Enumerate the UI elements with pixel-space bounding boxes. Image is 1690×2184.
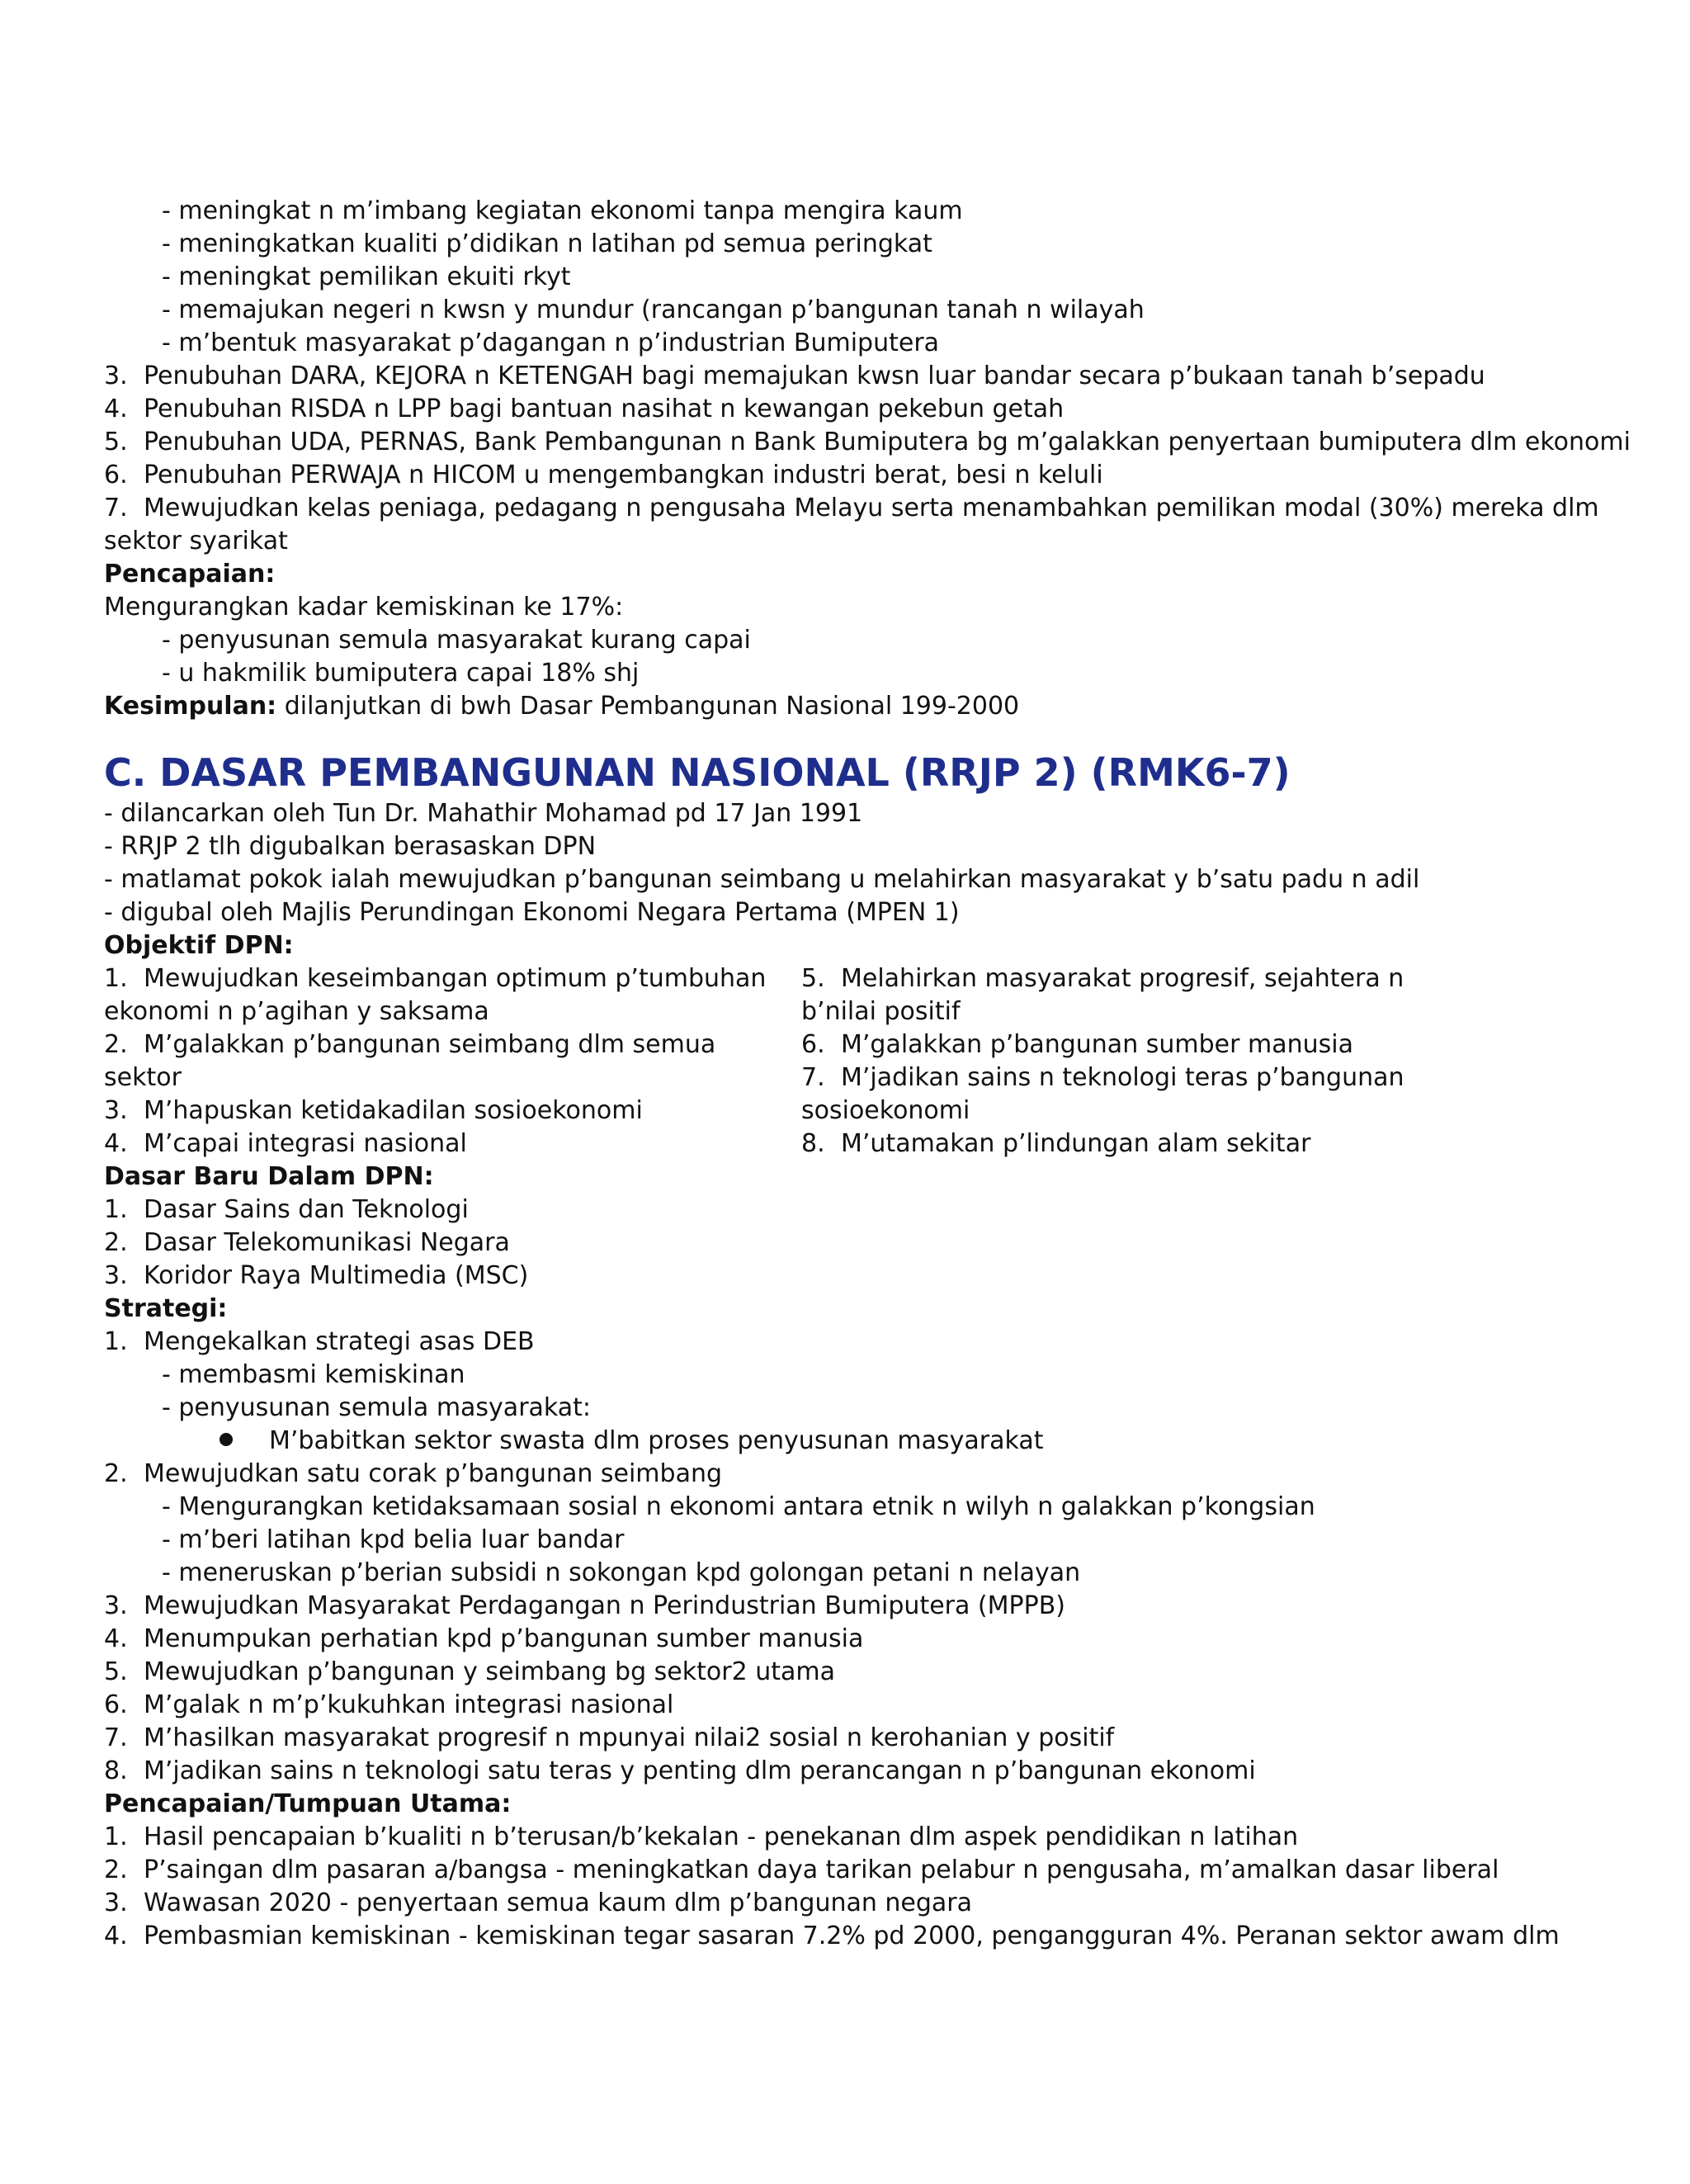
item-text-continued: sektor syarikat	[104, 527, 288, 555]
item-text: Koridor Raya Multimedia (MSC)	[144, 1261, 529, 1290]
sub-item: - meneruskan p’berian subsidi n sokongan kpd golongan petani n nelayan	[162, 1558, 1081, 1587]
numbered-item	[104, 360, 1589, 393]
sub-item: - meningkatkan kualiti p’didikan n latihan pd semua peringkat	[162, 229, 932, 258]
item-number: 2.	[104, 1459, 128, 1488]
numbered-item	[104, 492, 1599, 525]
objektif-item	[801, 1127, 1494, 1161]
numbered-item	[104, 393, 1589, 426]
tumpuan-item	[104, 1887, 1589, 1920]
document-page	[104, 195, 1631, 1953]
objektif-item	[104, 1127, 801, 1161]
sub-item: - memajukan negeri n kwsn y mundur (rancangan p’bangunan tanah n wilayah	[162, 295, 1145, 324]
item-text: M’utamakan p’lindungan alam sekitar	[841, 1129, 1311, 1158]
strategi-item	[104, 1689, 1589, 1722]
strategi-item	[104, 1326, 1589, 1359]
section-label: Kesimpulan:	[104, 692, 277, 721]
item-number: 6.	[104, 1690, 128, 1719]
objektif-item	[104, 962, 801, 995]
kesimpulan-text: dilanjutkan di bwh Dasar Pembangunan Nasional 199-2000	[276, 692, 1020, 721]
bullet-dot-icon	[220, 1433, 233, 1446]
item-number: 8.	[104, 1756, 128, 1785]
bullet-item	[104, 1425, 1589, 1458]
objektif-item	[801, 1028, 1494, 1061]
sub-item: - m’beri latihan kpd belia luar bandar	[162, 1525, 625, 1554]
item-text: Mewujudkan p’bangunan y seimbang bg sektor2 utama	[144, 1657, 835, 1686]
strategi-item	[104, 1656, 1589, 1689]
intro-line: - matlamat pokok ialah mewujudkan p’bangunan seimbang u melahirkan masyarakat y b’satu padu n adil	[104, 865, 1420, 894]
item-text: Mewujudkan kelas peniaga, pedagang n pengusaha Melayu serta menambahkan pemilikan modal (30%) mereka dlm	[144, 494, 1599, 522]
sub-item: - penyusunan semula masyarakat:	[162, 1393, 592, 1422]
sub-item: - penyusunan semula masyarakat kurang capai	[162, 626, 751, 655]
tumpuan-item	[104, 1821, 1589, 1854]
item-text: M’galakkan p’bangunan sumber manusia	[841, 1030, 1353, 1059]
item-number: 7.	[801, 1063, 825, 1092]
strategi-item	[104, 1755, 1589, 1788]
item-number: 5.	[801, 964, 825, 993]
strategi-item	[104, 1722, 1589, 1755]
item-text: Dasar Telekomunikasi Negara	[144, 1228, 510, 1257]
item-number: 4.	[104, 395, 128, 423]
objektif-columns	[104, 962, 1589, 1161]
objektif-item	[104, 1028, 801, 1061]
item-text: Penubuhan PERWAJA n HICOM u mengembangkan industri berat, besi n keluli	[144, 461, 1103, 489]
item-number: 3.	[104, 1889, 128, 1917]
section-label: Pencapaian/Tumpuan Utama:	[104, 1789, 512, 1818]
sub-item: - meningkat n m’imbang kegiatan ekonomi tanpa mengira kaum	[162, 196, 963, 225]
item-number: 2.	[104, 1030, 128, 1059]
sub-item: - membasmi kemiskinan	[162, 1360, 465, 1389]
item-number: 5.	[104, 428, 128, 456]
item-text: M’galak n m’p’kukuhkan integrasi nasional	[144, 1690, 674, 1719]
item-text: M’jadikan sains n teknologi satu teras y penting dlm perancangan n p’bangunan ekonomi	[144, 1756, 1256, 1785]
section-heading: C. DASAR PEMBANGUNAN NASIONAL (RRJP 2) (RMK6-7)	[104, 750, 1291, 795]
sub-item: - m’bentuk masyarakat p’dagangan n p’industrian Bumiputera	[162, 329, 940, 357]
intro-line: - digubal oleh Majlis Perundingan Ekonomi Negara Pertama (MPEN 1)	[104, 898, 960, 927]
item-number: 5.	[104, 1657, 128, 1686]
dasar-baru-item	[104, 1194, 1589, 1227]
section-label: Strategi:	[104, 1294, 228, 1323]
item-number: 1.	[104, 1822, 128, 1851]
item-text: Penubuhan RISDA n LPP bagi bantuan nasihat n kewangan pekebun getah	[144, 395, 1065, 423]
kesimpulan-line	[104, 690, 1589, 723]
item-number: 1.	[104, 964, 128, 993]
objektif-left-column	[104, 962, 801, 1161]
item-number: 3.	[104, 1591, 128, 1620]
section-label: Pencapaian:	[104, 560, 276, 589]
item-text: Dasar Sains dan Teknologi	[144, 1195, 469, 1224]
objektif-right-column	[801, 962, 1494, 1161]
item-number: 3.	[104, 1261, 128, 1290]
item-text: Melahirkan masyarakat progresif, sejahtera n	[841, 964, 1404, 993]
item-text: M’hasilkan masyarakat progresif n mpunyai nilai2 sosial n kerohanian y positif	[144, 1723, 1115, 1752]
item-number: 8.	[801, 1129, 825, 1158]
item-number: 4.	[104, 1129, 128, 1158]
item-text: Penubuhan DARA, KEJORA n KETENGAH bagi memajukan kwsn luar bandar secara p’bukaan tanah b’sepadu	[144, 362, 1485, 390]
item-text: P’saingan dlm pasaran a/bangsa - meningkatkan daya tarikan pelabur n pengusaha, m’amalkan dasar liberal	[144, 1855, 1499, 1884]
sub-item: - u hakmilik bumiputera capai 18% shj	[162, 659, 640, 688]
item-text: M’capai integrasi nasional	[144, 1129, 467, 1158]
item-number: 2.	[104, 1228, 128, 1257]
section-label: Dasar Baru Dalam DPN:	[104, 1162, 434, 1191]
item-text: Pembasmian kemiskinan - kemiskinan tegar sasaran 7.2% pd 2000, pengangguran 4%. Peranan sektor awam dlm	[144, 1922, 1560, 1950]
item-number: 4.	[104, 1922, 128, 1950]
section-label: Objektif DPN:	[104, 931, 294, 960]
tumpuan-item	[104, 1920, 1589, 1953]
item-text: M’hapuskan ketidakadilan sosioekonomi	[144, 1096, 643, 1125]
dasar-baru-item	[104, 1227, 1589, 1260]
item-text: Mewujudkan satu corak p’bangunan seimbang	[144, 1459, 723, 1488]
item-number: 1.	[104, 1327, 128, 1356]
item-text: Mewujudkan keseimbangan optimum p’tumbuhan	[144, 964, 767, 993]
item-text: Penubuhan UDA, PERNAS, Bank Pembangunan n Bank Bumiputera bg m’galakkan penyertaan bumiputera dlm ekonomi	[144, 428, 1631, 456]
item-number: 7.	[104, 1723, 128, 1752]
item-text: Mewujudkan Masyarakat Perdagangan n Perindustrian Bumiputera (MPPB)	[144, 1591, 1065, 1620]
item-number: 6.	[801, 1030, 825, 1059]
item-text-continued: sektor	[104, 1063, 182, 1092]
item-text-continued: sosioekonomi	[801, 1096, 970, 1125]
item-text: M’galakkan p’bangunan seimbang dlm semua	[144, 1030, 716, 1059]
strategi-item	[104, 1458, 1589, 1491]
item-number: 3.	[104, 362, 128, 390]
item-text: Wawasan 2020 - penyertaan semua kaum dlm p’bangunan negara	[144, 1889, 973, 1917]
strategi-item	[104, 1590, 1589, 1623]
item-text-continued: ekonomi n p’agihan y saksama	[104, 997, 489, 1026]
intro-line: - RRJP 2 tlh digubalkan berasaskan DPN	[104, 832, 597, 861]
objektif-item	[801, 1061, 1494, 1094]
item-number: 1.	[104, 1195, 128, 1224]
item-text-continued: b’nilai positif	[801, 997, 961, 1026]
dasar-baru-item	[104, 1260, 1589, 1293]
strategi-item	[104, 1623, 1589, 1656]
item-number: 6.	[104, 461, 128, 489]
objektif-item	[104, 1094, 801, 1127]
numbered-item	[104, 426, 1631, 459]
sub-item: - Mengurangkan ketidaksamaan sosial n ekonomi antara etnik n wilyh n galakkan p’kongsian	[162, 1492, 1315, 1521]
tumpuan-item	[104, 1854, 1589, 1887]
item-number: 2.	[104, 1855, 128, 1884]
item-number: 7.	[104, 494, 128, 522]
item-text: Menumpukan perhatian kpd p’bangunan sumber manusia	[144, 1624, 864, 1653]
numbered-item	[104, 459, 1589, 492]
item-text: M’jadikan sains n teknologi teras p’bangunan	[841, 1063, 1404, 1092]
item-number: 3.	[104, 1096, 128, 1125]
sub-item: - meningkat pemilikan ekuiti rkyt	[162, 262, 571, 291]
item-number: 4.	[104, 1624, 128, 1653]
objektif-item	[801, 962, 1494, 995]
pencapaian-intro: Mengurangkan kadar kemiskinan ke 17%:	[104, 593, 624, 622]
bullet-text: M’babitkan sektor swasta dlm proses penyusunan masyarakat	[269, 1426, 1044, 1455]
intro-line: - dilancarkan oleh Tun Dr. Mahathir Mohamad pd 17 Jan 1991	[104, 799, 863, 828]
item-text: Hasil pencapaian b’kualiti n b’terusan/b’kekalan - penekanan dlm aspek pendidikan n latihan	[144, 1822, 1299, 1851]
item-text: Mengekalkan strategi asas DEB	[144, 1327, 535, 1356]
